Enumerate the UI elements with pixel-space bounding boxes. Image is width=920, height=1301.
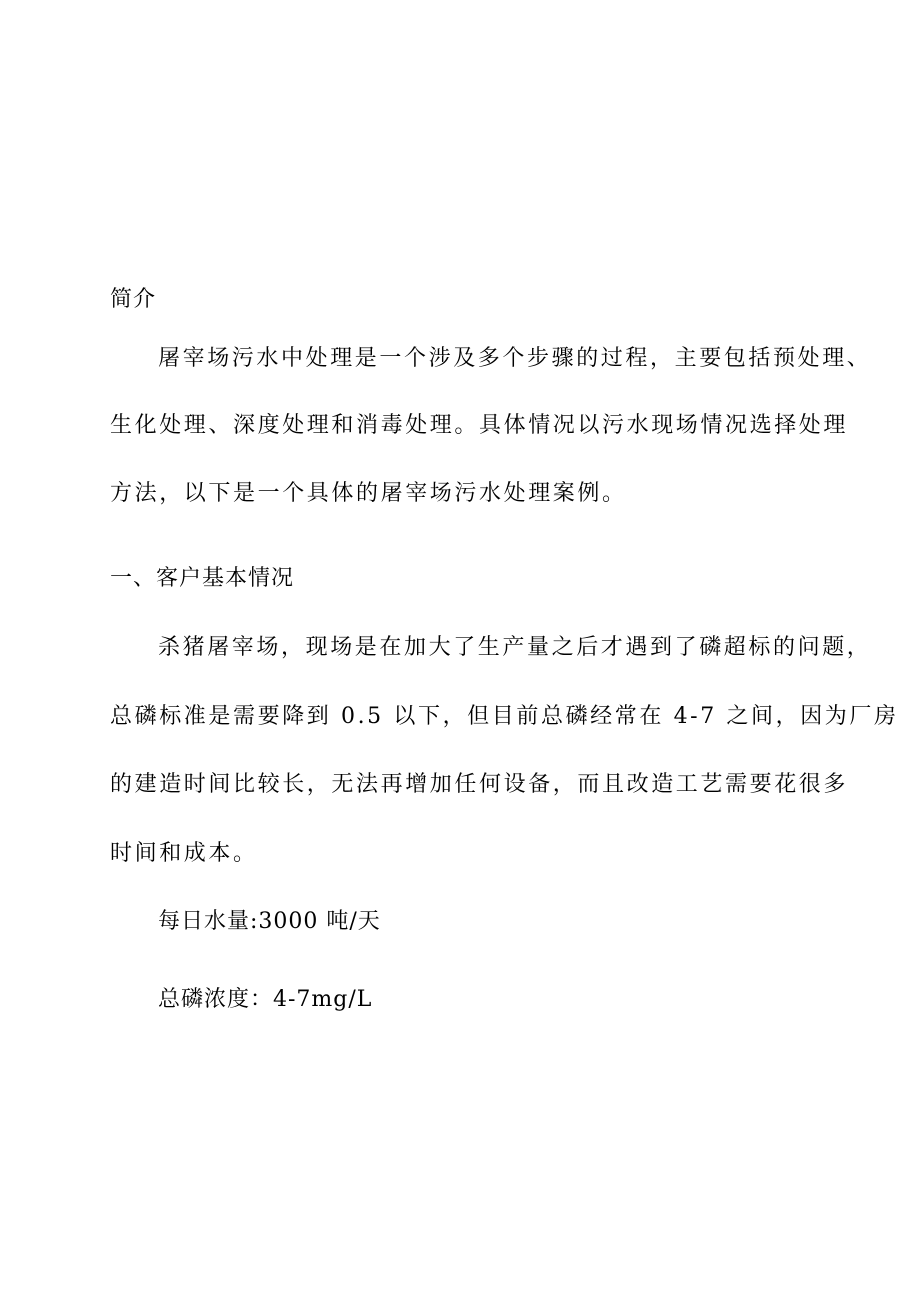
intro-heading: 简介 bbox=[110, 287, 157, 312]
intro-paragraph-line-1: 屠宰场污水中处理是一个涉及多个步骤的过程，主要包括预处理、 bbox=[158, 346, 872, 371]
daily-water-volume: 每日水量:3000 吨/天 bbox=[158, 909, 381, 934]
total-phosphorus-concentration: 总磷浓度：4-7mg/L bbox=[158, 987, 373, 1012]
section1-paragraph-line-3: 的建造时间比较长，无法再增加任何设备，而且改造工艺需要花很多 bbox=[110, 772, 849, 797]
intro-paragraph-line-2: 生化处理、深度处理和消毒处理。具体情况以污水现场情况选择处理 bbox=[110, 413, 849, 438]
section1-paragraph-line-4: 时间和成本。 bbox=[110, 841, 258, 866]
section1-heading: 一、客户基本情况 bbox=[110, 566, 295, 591]
section1-paragraph-line-1: 杀猪屠宰场，现场是在加大了生产量之后才遇到了磷超标的问题， bbox=[158, 635, 872, 660]
intro-paragraph-line-3: 方法，以下是一个具体的屠宰场污水处理案例。 bbox=[110, 481, 627, 506]
section1-paragraph-line-2: 总磷标准是需要降到 0.5 以下，但目前总磷经常在 4-7 之间，因为厂房 bbox=[110, 704, 899, 729]
